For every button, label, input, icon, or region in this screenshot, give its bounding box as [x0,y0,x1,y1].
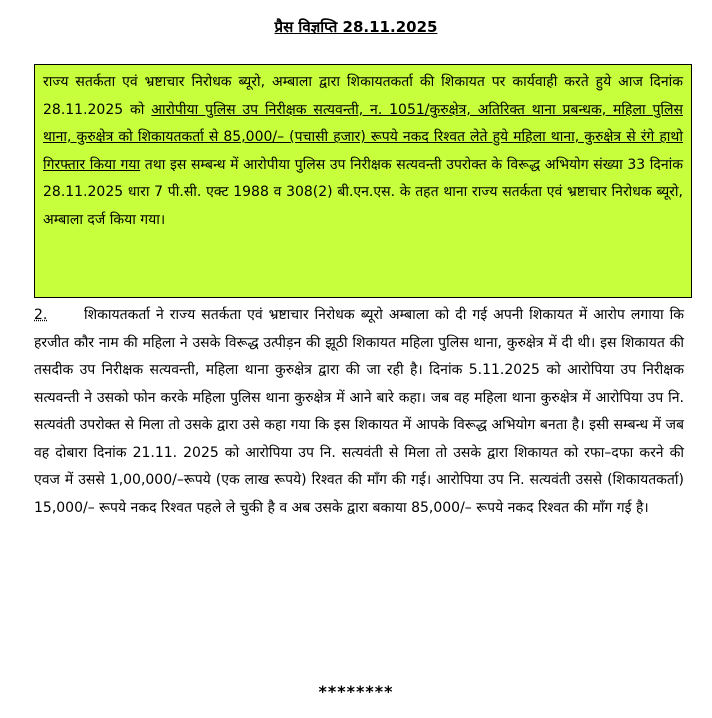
paragraph-1-intro: राज्य सतर्कता एवं भ्रष्टाचार निरोधक ब्यूरो, अम्बाला द्वारा शिकायतकर्ता की शिकायत पर कार्यवाही करते हुये आज दिनांक 28.11.2025 को [43,74,683,118]
paragraph-2-text: शिकायतकर्ता ने राज्य सतर्कता एवं भ्रष्टाचार निरोधक ब्यूरो अम्बाला को दी गई अपनी शिकायत में आरोप लगाया कि हरजीत कौर नाम की महिला ने उसके विरूद्ध उत्पीड़न की झूठी शिकायत महिला पुलिस थाना, कुरुक्षेत्र में दी थी। इस शिकायत की तसदीक उप निरीक्षक सत्यवन्ती, महिला थाना कुरुक्षेत्र द्वारा की जा रही है। दिनांक 5.11.2025 को आरोपिया उप निरीक्षक सत्यवन्ती ने उसको फोन करके महिला पुलिस थाना कुरुक्षेत्र में आने बारे कहा। जब वह महिला थाना कुरुक्षेत्र में आरोपिया उप नि. सत्यवंती उपरोक्त से मिला तो उसके द्वारा उसे कहा गया कि इस शिकायत में आपके विरूद्ध अभियोग बनता है। इसी सम्बन्ध में जब वह दोबारा दिनांक 21.11. 2025 को आरोपिया उप नि. सत्यवंती से मिला तो उसके द्वारा शिकायत को रफा–दफा करने की एवज में उससे 1,00,000/–रूपये (एक लाख रूपये) रिश्वत की माँग की गई। आरोपिया उप नि. सत्यवंती उससे (शिकायतकर्ता) 15,000/– रूपये नकद रिश्वत पहले ले चुकी है व अब उसके द्वारा बकाया 85,000/– रूपये नकद रिश्वत की माँग गई है। [34,307,684,516]
highlighted-paragraph [34,64,692,298]
paragraph-2 [34,302,692,522]
press-release-title [0,16,712,38]
paragraph-1-arrest-details: आरोपीया पुलिस उप निरीक्षक सत्यवन्ती, न. 1051/कुरुक्षेत्र, अतिरिक्त थाना प्रबन्धक, महिला पुलिस थाना, कुरुक्षेत्र को शिकायतकर्ता से 85,000/– (पचासी हजार) रूपये नकद रिश्वत लेते हुये महिला थाना, कुरुक्षेत्र से रंगे हाथो गिरफ्तार किया गया [43,101,683,173]
footer-asterisks: ******** [318,682,394,701]
paragraph-1 [43,69,683,234]
title-text: प्रैस विज्ञप्ति 28.11.2025 [274,18,438,36]
paragraph-number: 2. [34,307,48,323]
paragraph-1-case-details: तथा इस सम्बन्ध में आरोपीया पुलिस उप निरीक्षक सत्यवन्ती उपरोक्त के विरूद्ध अभियोग संख्या 33 दिनांक 28.11.2025 धारा 7 पी.सी. एक्ट 1988 व 308(2) बी.एन.एस. के तहत थाना राज्य सतर्कता एवं भ्रष्टाचार निरोधक ब्यूरो, अम्बाला दर्ज किया गया। [43,156,683,228]
